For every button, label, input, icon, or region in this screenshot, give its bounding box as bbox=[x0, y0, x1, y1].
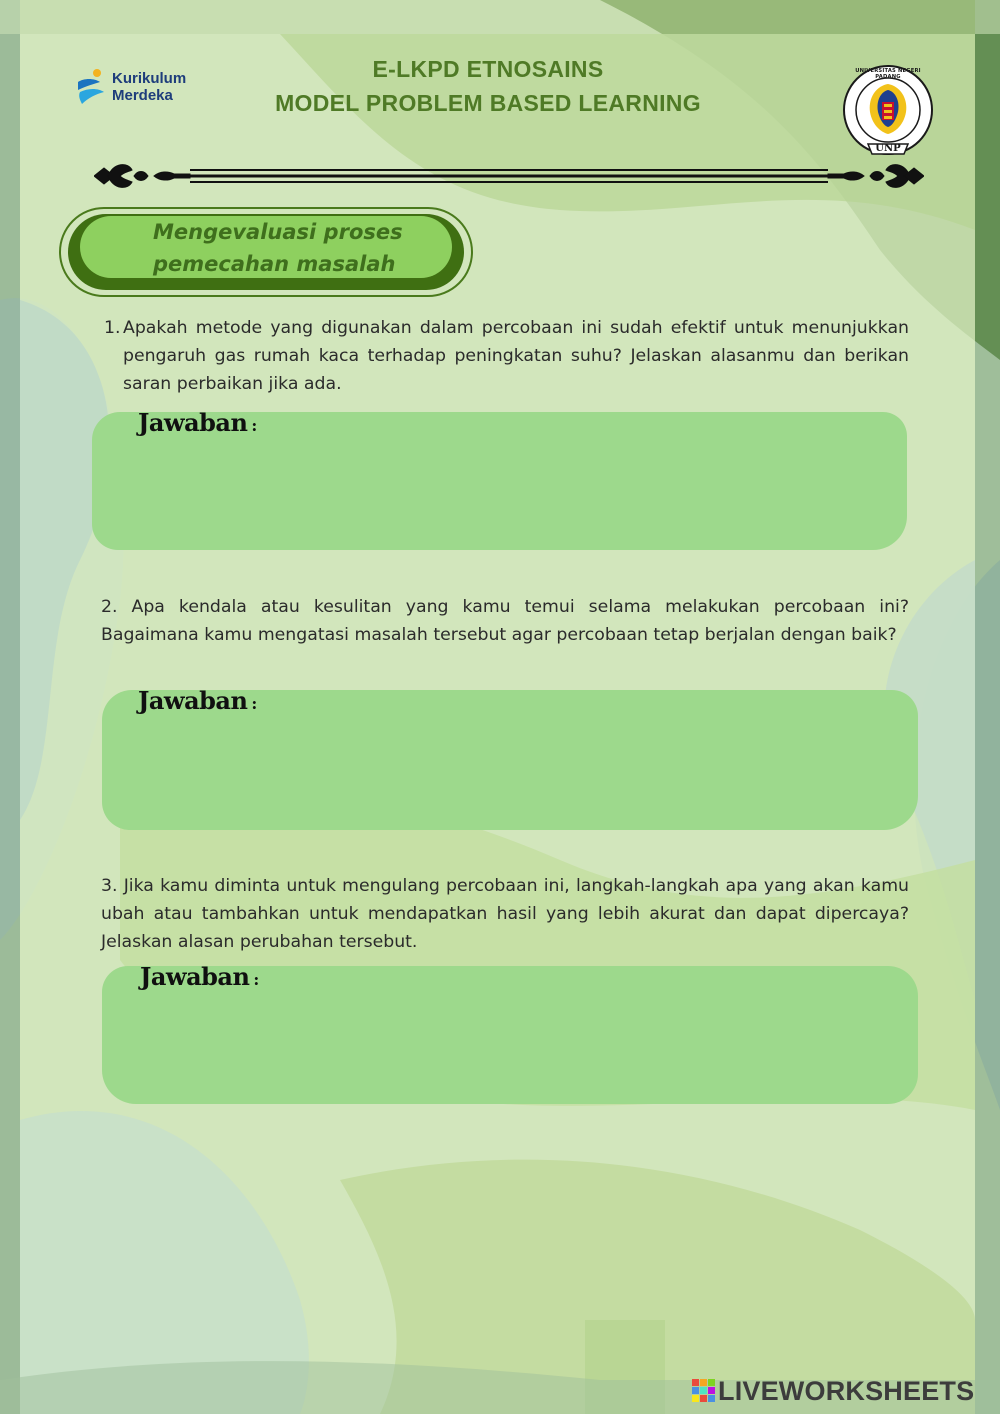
kurikulum-line: Kurikulum bbox=[112, 70, 187, 87]
unp-seal-logo bbox=[840, 64, 936, 160]
liveworksheets-logo-icon bbox=[692, 1379, 716, 1403]
answer-label-1 bbox=[138, 408, 257, 437]
answer-label-colon: : bbox=[253, 970, 259, 989]
question-text: 3. Jika kamu diminta untuk mengulang percobaan ini, langkah-langkah apa yang akan kamu ubah atau tambahkan untuk mendapatkan hasil yang lebih akurat dan dapat dipercaya? Jelaskan alasan perubahan tersebut. bbox=[101, 876, 909, 952]
question-text: Apakah metode yang digunakan dalam percobaan ini sudah efektif untuk menunjukkan pengaruh gas rumah kaca terhadap peningkatan suhu? Jelaskan alasanmu dan berikan saran perbaikan jika ada. bbox=[123, 318, 909, 394]
section-title-line2: pemecahan masalah bbox=[153, 252, 396, 276]
section-title-line1: Mengevaluasi proses bbox=[153, 220, 403, 244]
liveworksheets-brand: LIVEWORKSHEETS bbox=[718, 1376, 975, 1406]
kurikulum-merdeka-text bbox=[112, 70, 186, 104]
question-2 bbox=[101, 593, 909, 649]
answer-label-text: Jawaban bbox=[140, 962, 250, 991]
answer-input-2[interactable] bbox=[132, 740, 888, 814]
answer-input-1[interactable] bbox=[122, 460, 877, 534]
answer-label-text: Jawaban bbox=[138, 408, 248, 437]
page-title bbox=[200, 52, 776, 120]
question-number: 1. bbox=[104, 318, 121, 338]
page-title-line1: E-LKPD ETNOSAINS bbox=[372, 56, 604, 82]
unp-seal-text: UNIVERSITAS NEGERI PADANG bbox=[855, 68, 921, 80]
kurikulum-merdeka-icon bbox=[74, 68, 108, 110]
answer-label-colon: : bbox=[251, 694, 257, 713]
kurikulum-merdeka-logo bbox=[74, 68, 204, 112]
section-title bbox=[153, 216, 403, 280]
answer-label-text: Jawaban bbox=[138, 686, 248, 715]
answer-label-colon: : bbox=[251, 416, 257, 435]
answer-label-2 bbox=[138, 686, 257, 715]
question-3 bbox=[101, 872, 909, 956]
page-title-line2: MODEL PROBLEM BASED LEARNING bbox=[275, 90, 701, 116]
section-title-badge bbox=[58, 206, 474, 298]
answer-input-3[interactable] bbox=[132, 1014, 888, 1088]
question-text: 2. Apa kendala atau kesulitan yang kamu temui selama melakukan percobaan ini? Bagaimana kamu mengatasi masalah tersebut agar percobaan tetap berjalan dengan baik? bbox=[101, 597, 909, 645]
question-1 bbox=[104, 314, 909, 398]
ornament-divider-icon bbox=[94, 158, 924, 194]
answer-label-3 bbox=[140, 962, 259, 991]
merdeka-line: Merdeka bbox=[112, 87, 173, 104]
unp-seal-banner: UNP bbox=[875, 143, 901, 154]
